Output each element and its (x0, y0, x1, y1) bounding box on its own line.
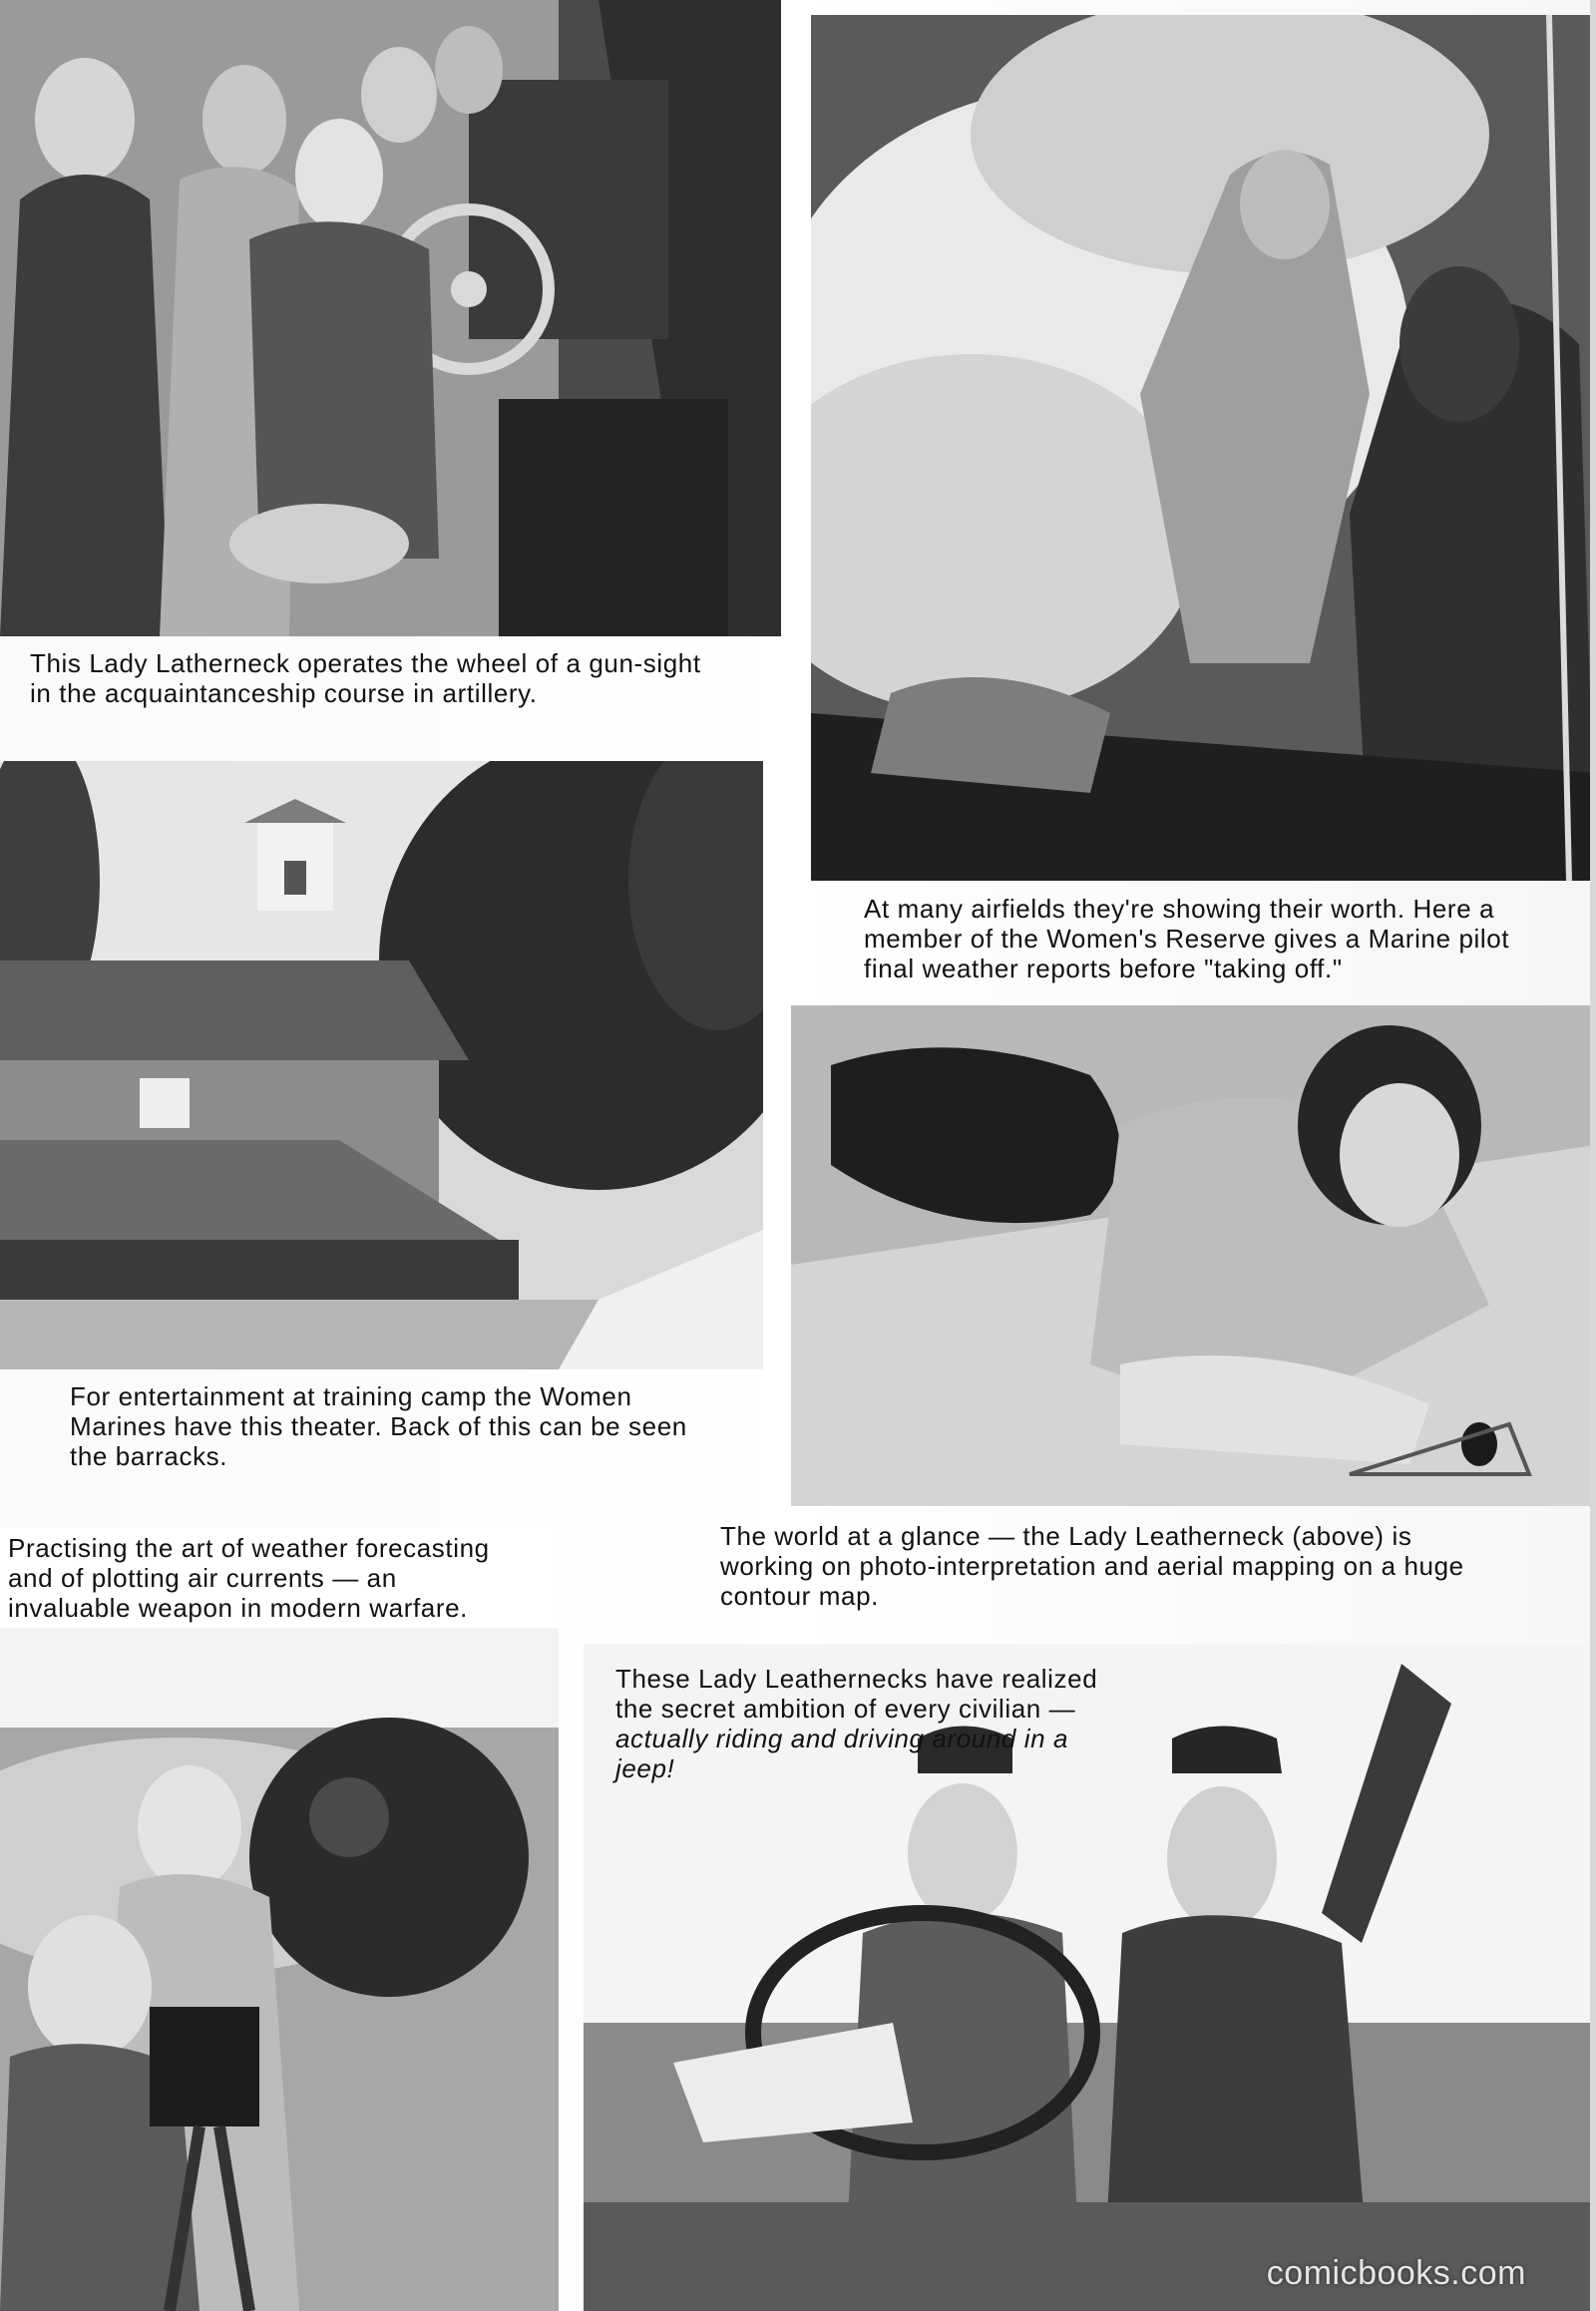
photo-artillery-gunsight (0, 0, 781, 636)
mapping-scene (791, 1005, 1596, 1506)
photo-weather-balloon (0, 1528, 559, 2311)
caption-airfield: At many airfields they're showing their worth. Here a member of the Women's Reserve gives a Marine pilot final weather reports before "taking off." (864, 894, 1510, 983)
photo-theater-building (0, 761, 763, 1369)
watermark-text: comicbooks.com (1266, 2254, 1526, 2292)
caption-jeep (615, 1664, 1134, 1783)
theater-scene (0, 761, 763, 1369)
photo-aerial-mapping (791, 1005, 1596, 1506)
weather-balloon-scene (0, 1528, 559, 2311)
caption-artillery: This Lady Latherneck operates the wheel of a gun-sight in the acquaintanceship course in artillery. (30, 648, 701, 708)
caption-jeep-plain: These Lady Leathernecks have realized the secret ambition of every civilian — (615, 1664, 1098, 1724)
caption-theater: For entertainment at training camp the Women Marines have this theater. Back of this can be seen the barracks. (70, 1381, 687, 1471)
caption-jeep-italic: actually riding and driving around in a jeep! (615, 1724, 1069, 1783)
artillery-scene (0, 0, 781, 636)
photo-airfield-weather-report (811, 15, 1596, 881)
airfield-scene (811, 15, 1596, 881)
caption-weather: Practising the art of weather forecasting and of plotting air currents — an invaluable weapon in modern warfare. (8, 1533, 490, 1623)
caption-mapping: The world at a glance — the Lady Leatherneck (above) is working on photo-interpretation and aerial mapping on a huge contour map. (720, 1521, 1464, 1611)
